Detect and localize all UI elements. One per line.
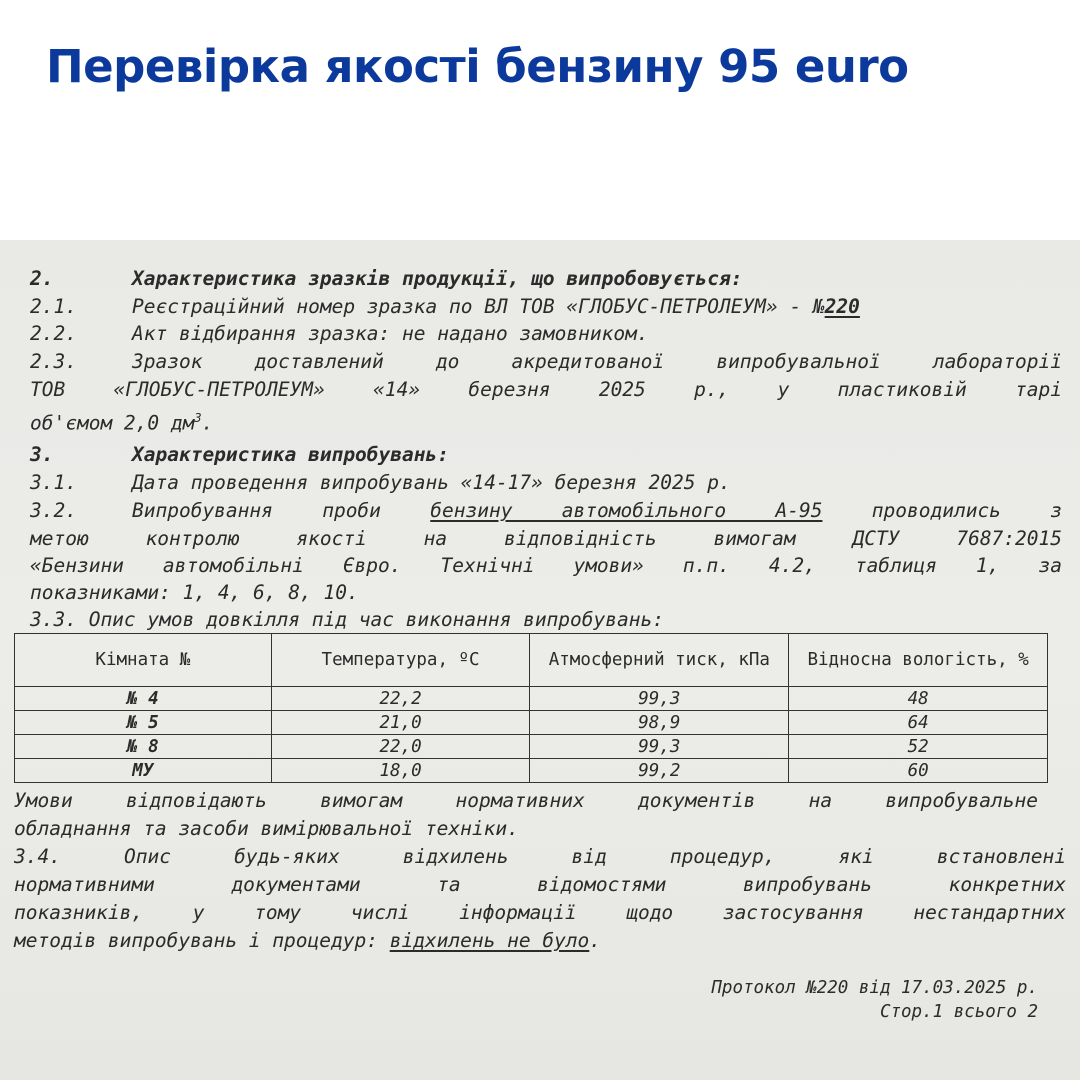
table-row [15, 759, 1048, 783]
table-cell: 60 [789, 759, 1048, 783]
section-2-title: Характеристика зразків продукції, що випробовується: [132, 267, 743, 290]
item-3-4-line-1: 3.4. Опис будь-яких відхилень від процедур, які встановлені [14, 845, 1066, 868]
item-2-3-number: 2.3. [30, 350, 77, 373]
table-cell: 22,2 [271, 687, 530, 711]
table-header-pressure: Атмосферний тиск, кПа [530, 634, 789, 687]
item-3-2-line-4: показниками: 1, 4, 6, 8, 10. [30, 581, 359, 604]
conditions-line-1: Умови відповідають вимогам нормативних документів на випробувальне [14, 789, 1038, 812]
table-cell: 99,3 [530, 735, 789, 759]
table-cell: 64 [789, 711, 1048, 735]
table-header-row [15, 634, 1048, 687]
table-header-room: Кімната № [15, 634, 272, 687]
item-2-2-text: Акт відбирання зразка: не надано замовником. [132, 322, 649, 345]
item-3-1-text: Дата проведення випробувань «14-17» березня 2025 р. [132, 471, 731, 494]
table-row [15, 735, 1048, 759]
item-3-4-line-2: нормативними документами та відомостями випробувань конкретних [14, 873, 1066, 896]
item-3-4-line-3: показників, у тому числі інформації щодо застосування нестандартних [14, 901, 1066, 924]
page-counter: Стор.1 всього 2 [879, 1002, 1038, 1022]
section-2-number: 2. [30, 267, 54, 290]
table-cell: № 5 [15, 711, 272, 735]
table-cell: 99,3 [530, 687, 789, 711]
item-2-1-number: 2.1. [30, 295, 77, 318]
table-cell: № 4 [15, 687, 272, 711]
table-row [15, 711, 1048, 735]
section-3-number: 3. [30, 443, 54, 466]
item-2-2-number: 2.2. [30, 322, 77, 345]
table-cell: № 8 [15, 735, 272, 759]
table-cell: 18,0 [271, 759, 530, 783]
table-row [15, 687, 1048, 711]
item-2-3-line-2: ТОВ «ГЛОБУС-ПЕТРОЛЕУМ» «14» березня 2025 р., у пластиковій тарі [30, 378, 1062, 401]
item-2-1-text: Реєстраційний номер зразка по ВЛ ТОВ «ГЛОБУС-ПЕТРОЛЕУМ» - №220 [132, 295, 860, 318]
table-cell: 98,9 [530, 711, 789, 735]
table-cell: МУ [15, 759, 272, 783]
table-cell: 99,2 [530, 759, 789, 783]
tested-product: бензину автомобільного А-95 [430, 499, 823, 522]
item-3-2-line-2: метою контролю якості на відповідність вимогам ДСТУ 7687:2015 [30, 527, 1062, 550]
item-2-3-line-3: об'ємом 2,0 $дм^3$. [30, 411, 214, 435]
protocol-reference: Протокол №220 від 17.03.2025 р. [711, 978, 1038, 998]
sample-number: 220 [824, 295, 860, 318]
scanned-document [0, 240, 1080, 1080]
conditions-line-2: обладнання та засоби вимірювальної техніки. [14, 817, 519, 840]
environment-conditions-table [14, 633, 1048, 783]
table-header-temperature: Температура, ºC [271, 634, 530, 687]
item-3-4-line-4: методів випробувань і процедур: відхилень не було. [14, 929, 602, 952]
item-3-2-number: 3.2. [30, 499, 77, 522]
item-2-3-line-1: Зразок доставлений до акредитованої випробувальної лабораторії [132, 350, 1062, 373]
section-3-title: Характеристика випробувань: [132, 443, 449, 466]
table-cell: 21,0 [271, 711, 530, 735]
item-3-3-text: 3.3. Опис умов довкілля під час виконання випробувань: [30, 608, 664, 631]
item-3-2-line-1: Випробування проби бензину автомобільного А-95 проводились з [132, 499, 1062, 522]
table-cell: 52 [789, 735, 1048, 759]
table-header-humidity: Відносна вологість, % [789, 634, 1048, 687]
item-3-1-number: 3.1. [30, 471, 77, 494]
table-cell: 48 [789, 687, 1048, 711]
table-cell: 22,0 [271, 735, 530, 759]
item-3-2-line-3: «Бензини автомобільні Євро. Технічні умови» п.п. 4.2, таблиця 1, за [30, 554, 1062, 577]
page-title: Перевірка якості бензину 95 euro [46, 40, 909, 93]
deviations-result: відхилень не було [389, 929, 590, 952]
